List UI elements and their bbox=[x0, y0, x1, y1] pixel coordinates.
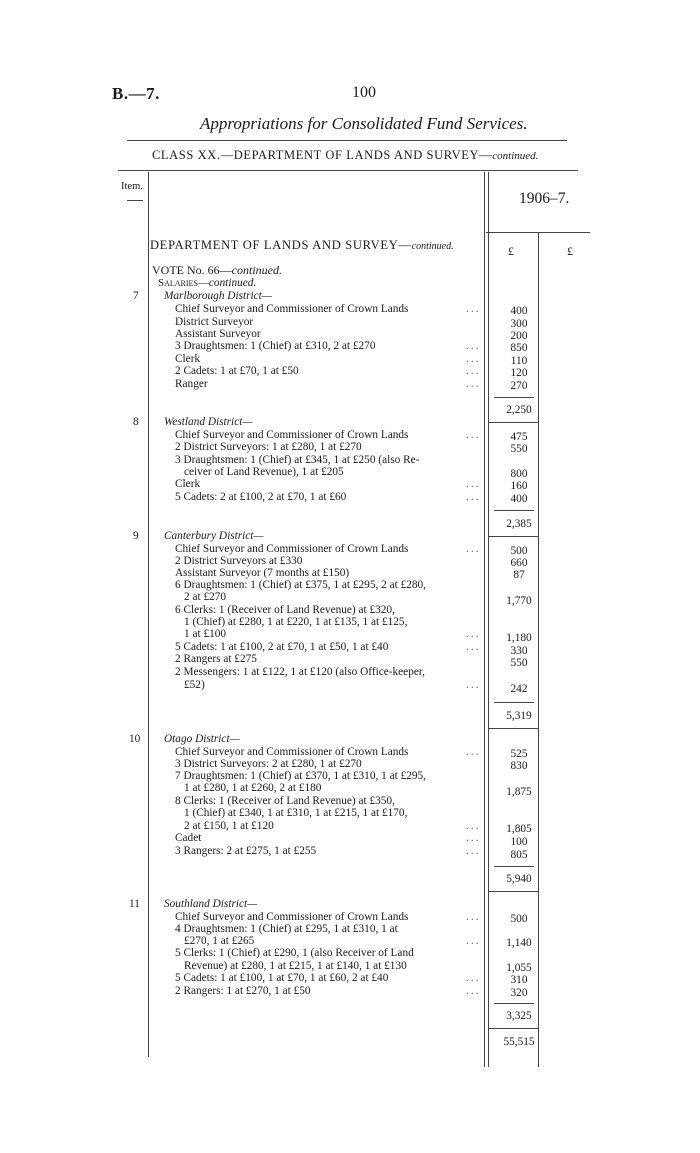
amount: 1,805 bbox=[506, 823, 532, 835]
leader-dots: ... bbox=[466, 985, 481, 997]
amount: 850 bbox=[510, 342, 528, 354]
amount: 120 bbox=[510, 367, 528, 379]
amount: 830 bbox=[510, 760, 528, 772]
line-item: 8 Clerks: 1 (Receiver of Land Revenue) at £350, bbox=[175, 795, 395, 807]
line-item: Chief Surveyor and Commissioner of Crown Lands bbox=[175, 429, 409, 441]
district-total: 2,250 bbox=[506, 404, 532, 416]
amount: 1,770 bbox=[506, 595, 532, 607]
amount-column-left-border bbox=[484, 172, 485, 1067]
leader-dots: ... bbox=[466, 641, 481, 653]
line-item-continued: 1 at £100 bbox=[184, 628, 227, 640]
subtotal-rule bbox=[494, 510, 534, 511]
grand-total: 55,515 bbox=[503, 1036, 535, 1048]
item-number-10: 10 bbox=[129, 733, 141, 745]
amount: 160 bbox=[510, 480, 528, 492]
line-item-continued: 1 (Chief) at £340, 1 at £310, 1 at £215, 1 at £170, bbox=[184, 807, 408, 819]
amount: 475 bbox=[510, 431, 528, 443]
amount: 320 bbox=[510, 987, 528, 999]
line-item-continued: 2 at £150, 1 at £120 bbox=[184, 820, 274, 832]
total-rule bbox=[489, 891, 538, 892]
leader-dots: ... bbox=[466, 353, 481, 365]
district-otago: Otago District— bbox=[164, 733, 240, 745]
amount: 300 bbox=[510, 318, 528, 330]
line-item-continued: 1 (Chief) at £280, 1 at £220, 1 at £135, 1 at £125, bbox=[184, 616, 408, 628]
leader-dots: ... bbox=[466, 679, 481, 691]
amount: 525 bbox=[510, 748, 528, 760]
item-column-divider bbox=[148, 172, 149, 1057]
amount: 550 bbox=[510, 657, 528, 669]
line-item: Assistant Surveyor (7 months at £150) bbox=[175, 567, 350, 579]
leader-dots: ... bbox=[466, 628, 481, 640]
leader-dots: ... bbox=[466, 429, 481, 441]
amount: 100 bbox=[510, 836, 528, 848]
district-marlborough: Marlborough District— bbox=[164, 290, 272, 302]
total-rule bbox=[489, 536, 538, 537]
line-item: Cadet bbox=[175, 832, 202, 844]
leader-dots: ... bbox=[466, 365, 481, 377]
leader-dots: ... bbox=[466, 378, 481, 390]
year-column-header: 1906–7. bbox=[519, 190, 570, 207]
line-item: 5 Clerks: 1 (Chief) at £290, 1 (also Receiver of Land bbox=[175, 947, 414, 959]
line-item-continued: Revenue) at £280, 1 at £215, 1 at £140, 1 at £130 bbox=[184, 960, 407, 972]
leader-dots: ... bbox=[466, 478, 481, 490]
amount: 1,055 bbox=[506, 962, 532, 974]
line-item: 5 Cadets: 2 at £100, 2 at £70, 1 at £60 bbox=[175, 491, 347, 503]
line-item: Chief Surveyor and Commissioner of Crown Lands bbox=[175, 746, 409, 758]
amount: 500 bbox=[510, 913, 528, 925]
top-rule bbox=[127, 140, 567, 141]
amount: 550 bbox=[510, 443, 528, 455]
line-item: 2 District Surveyors: 1 at £280, 1 at £270 bbox=[175, 441, 362, 453]
item-number-9: 9 bbox=[133, 530, 139, 542]
amount: 110 bbox=[510, 355, 528, 367]
line-item: Chief Surveyor and Commissioner of Crown Lands bbox=[175, 911, 409, 923]
line-item: Chief Surveyor and Commissioner of Crown Lands bbox=[175, 303, 409, 315]
amount: 310 bbox=[510, 974, 528, 986]
subtotal-rule bbox=[494, 1003, 534, 1004]
page-number: 100 bbox=[352, 84, 376, 101]
district-total: 5,940 bbox=[506, 873, 532, 885]
page-subtitle: Appropriations for Consolidated Fund Services. bbox=[200, 114, 528, 133]
item-header-underline bbox=[127, 200, 143, 201]
item-number-8: 8 bbox=[133, 416, 139, 428]
amount: 805 bbox=[510, 849, 528, 861]
amount: 200 bbox=[510, 330, 528, 342]
salaries-heading: Salaries—continued. bbox=[158, 277, 257, 289]
pound-sign-1: £ bbox=[508, 244, 514, 258]
leader-dots: ... bbox=[466, 832, 481, 844]
leader-dots: ... bbox=[466, 543, 481, 555]
leader-dots: ... bbox=[466, 491, 481, 503]
leader-dots: ... bbox=[466, 303, 481, 315]
district-total: 5,319 bbox=[506, 710, 532, 722]
line-item: 3 Draughtsmen: 1 (Chief) at £345, 1 at £250 (also Re- bbox=[175, 454, 420, 466]
line-item: Clerk bbox=[175, 353, 201, 365]
line-item: 3 District Surveyors: 2 at £280, 1 at £270 bbox=[175, 758, 362, 770]
item-number-11: 11 bbox=[129, 898, 140, 910]
leader-dots: ... bbox=[466, 746, 481, 758]
total-rule bbox=[489, 1028, 538, 1029]
amount: 400 bbox=[510, 305, 528, 317]
leader-dots: ... bbox=[466, 972, 481, 984]
item-number-7: 7 bbox=[133, 290, 139, 302]
amount: 1,875 bbox=[506, 786, 532, 798]
line-item-continued: £270, 1 at £265 bbox=[184, 935, 255, 947]
district-total: 3,325 bbox=[506, 1010, 532, 1022]
amount: 330 bbox=[510, 645, 528, 657]
amount: 242 bbox=[510, 683, 528, 695]
line-item: Clerk bbox=[175, 478, 201, 490]
line-item: 2 District Surveyors at £330 bbox=[175, 555, 303, 567]
total-rule bbox=[489, 422, 538, 423]
line-item: 7 Draughtsmen: 1 (Chief) at £370, 1 at £310, 1 at £295, bbox=[175, 770, 426, 782]
year-header-underline bbox=[486, 232, 590, 233]
line-item: Chief Surveyor and Commissioner of Crown Lands bbox=[175, 543, 409, 555]
line-item-continued: £52) bbox=[184, 679, 205, 691]
line-item-continued: ceiver of Land Revenue), 1 at £205 bbox=[184, 466, 344, 478]
class-rule bbox=[118, 170, 578, 171]
vote-heading: VOTE No. 66—continued. bbox=[152, 263, 282, 277]
amount: 500 bbox=[510, 545, 528, 557]
district-total: 2,385 bbox=[506, 518, 532, 530]
item-column-header: Item. bbox=[121, 181, 143, 192]
line-item: 6 Clerks: 1 (Receiver of Land Revenue) at £320, bbox=[175, 604, 395, 616]
district-westland: Westland District— bbox=[164, 416, 253, 428]
amount: 660 bbox=[510, 557, 528, 569]
line-item: District Surveyor bbox=[175, 316, 254, 328]
line-item-continued: 1 at £280, 1 at £260, 2 at £180 bbox=[184, 782, 322, 794]
leader-dots: ... bbox=[466, 845, 481, 857]
line-item: 3 Draughtsmen: 1 (Chief) at £310, 2 at £270 bbox=[175, 340, 376, 352]
line-item: 2 Rangers at £275 bbox=[175, 653, 257, 665]
line-item: Assistant Surveyor bbox=[175, 328, 261, 340]
total-rule bbox=[489, 728, 538, 729]
district-southland: Southland District— bbox=[164, 898, 258, 910]
leader-dots: ... bbox=[466, 911, 481, 923]
line-item: 4 Draughtsmen: 1 (Chief) at £295, 1 at £310, 1 at bbox=[175, 923, 398, 935]
department-heading: DEPARTMENT OF LANDS AND SURVEY—continued. bbox=[150, 238, 454, 252]
amount: 270 bbox=[510, 380, 528, 392]
district-canterbury: Canterbury District— bbox=[164, 530, 264, 542]
subtotal-rule bbox=[494, 702, 534, 703]
subtotal-rule bbox=[494, 397, 534, 398]
line-item: 2 Messengers: 1 at £122, 1 at £120 (also Office-keeper, bbox=[175, 666, 425, 678]
leader-dots: ... bbox=[466, 340, 481, 352]
leader-dots: ... bbox=[466, 820, 481, 832]
line-item: 2 Cadets: 1 at £70, 1 at £50 bbox=[175, 365, 299, 377]
amount: 800 bbox=[510, 468, 528, 480]
line-item: 5 Cadets: 1 at £100, 1 at £70, 1 at £60, 2 at £40 bbox=[175, 972, 389, 984]
line-item: Ranger bbox=[175, 378, 208, 390]
line-item: 3 Rangers: 2 at £275, 1 at £255 bbox=[175, 845, 317, 857]
amount: 1,180 bbox=[506, 632, 532, 644]
leader-dots: ... bbox=[466, 935, 481, 947]
subtotal-rule bbox=[494, 866, 534, 867]
line-item-continued: 2 at £270 bbox=[184, 591, 227, 603]
amount: 87 bbox=[513, 569, 525, 581]
pound-sign-2: £ bbox=[567, 244, 573, 258]
line-item: 6 Draughtsmen: 1 (Chief) at £375, 1 at £295, 2 at £280, bbox=[175, 579, 426, 591]
amount: 1,140 bbox=[506, 937, 532, 949]
line-item: 5 Cadets: 1 at £100, 2 at £70, 1 at £50, 1 at £40 bbox=[175, 641, 389, 653]
amount: 400 bbox=[510, 493, 528, 505]
line-item: 2 Rangers: 1 at £270, 1 at £50 bbox=[175, 985, 311, 997]
class-heading: CLASS XX.—DEPARTMENT OF LANDS AND SURVEY—continued. bbox=[152, 148, 539, 162]
document-reference: B.—7. bbox=[112, 84, 160, 103]
